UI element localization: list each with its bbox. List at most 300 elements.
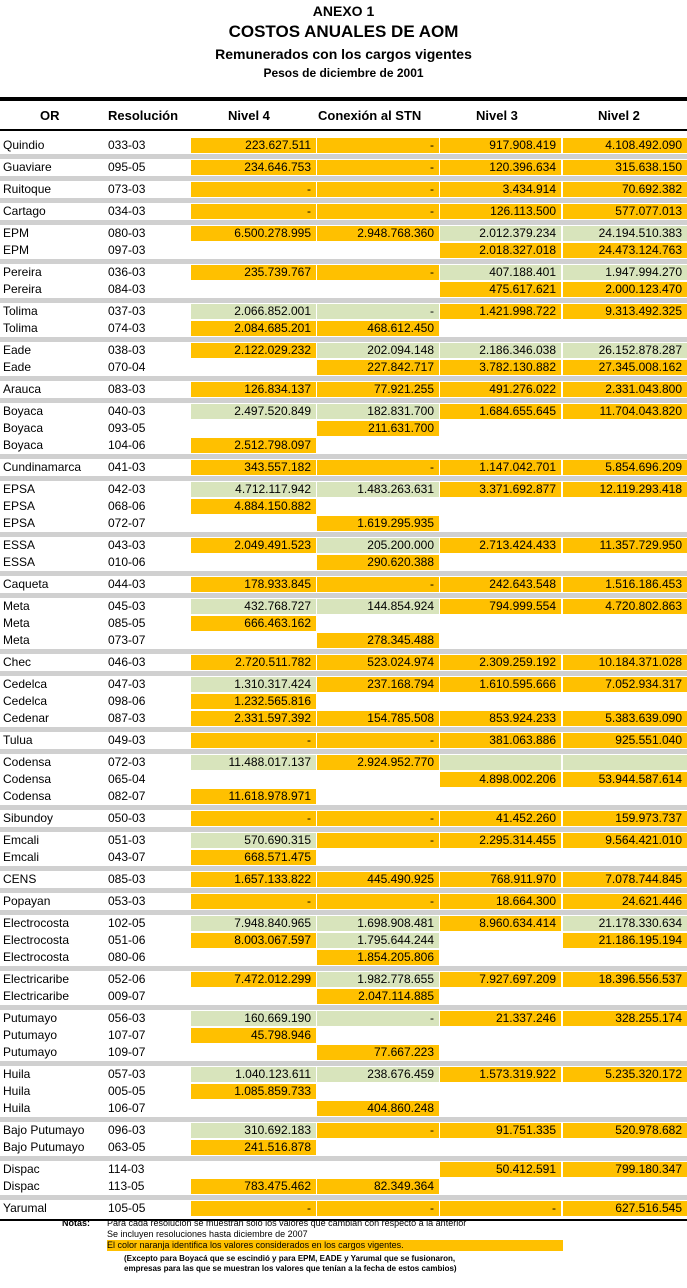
value-cell: 241.516.878 xyxy=(191,1140,316,1155)
value-cell: 2.295.314.455 xyxy=(440,833,561,848)
group-separator xyxy=(0,649,687,654)
notes-label: Notas: xyxy=(62,1218,91,1228)
value-cell: 343.557.182 xyxy=(191,460,316,475)
value-cell: 9.564.421.010 xyxy=(563,833,687,848)
or-name: Emcali xyxy=(3,833,40,847)
value-cell: 9.313.492.325 xyxy=(563,304,687,319)
resolution-number: 036-03 xyxy=(108,265,146,279)
value-cell: 381.063.886 xyxy=(440,733,561,748)
resolution-number: 056-03 xyxy=(108,1011,146,1025)
col-header-or: OR xyxy=(40,108,60,123)
resolution-number: 043-07 xyxy=(108,850,146,864)
value-cell: - xyxy=(317,811,439,826)
group-separator xyxy=(0,1117,687,1122)
resolution-number: 057-03 xyxy=(108,1067,146,1081)
value-cell: 3.371.692.877 xyxy=(440,482,561,497)
value-cell: 3.782.130.882 xyxy=(440,360,561,375)
value-cell: 227.842.717 xyxy=(317,360,439,375)
resolution-number: 037-03 xyxy=(108,304,146,318)
value-cell: 1.573.319.922 xyxy=(440,1067,561,1082)
group-separator xyxy=(0,476,687,481)
or-name: Dispac xyxy=(3,1162,40,1176)
value-cell: 11.357.729.950 xyxy=(563,538,687,553)
value-cell: 182.831.700 xyxy=(317,404,439,419)
or-name: Huila xyxy=(3,1101,31,1115)
value-cell: 853.924.233 xyxy=(440,711,561,726)
resolution-number: 109-07 xyxy=(108,1045,146,1059)
resolution-number: 104-06 xyxy=(108,438,146,452)
value-cell: 1.483.263.631 xyxy=(317,482,439,497)
or-name: Electricaribe xyxy=(3,972,70,986)
value-cell: - xyxy=(317,577,439,592)
value-cell: 2.084.685.201 xyxy=(191,321,316,336)
value-cell: - xyxy=(317,1011,439,1026)
value-cell: 445.490.925 xyxy=(317,872,439,887)
value-cell: 5.383.639.090 xyxy=(563,711,687,726)
value-cell: 160.669.190 xyxy=(191,1011,316,1026)
or-name: Eade xyxy=(3,343,32,357)
value-cell: 18.396.556.537 xyxy=(563,972,687,987)
value-cell: 310.692.183 xyxy=(191,1123,316,1138)
or-name: Sibundoy xyxy=(3,811,54,825)
value-cell: 1.147.042.701 xyxy=(440,460,561,475)
value-cell: 8.960.634.414 xyxy=(440,916,561,931)
value-cell: 794.999.554 xyxy=(440,599,561,614)
resolution-number: 085-05 xyxy=(108,616,146,630)
value-cell: 2.186.346.038 xyxy=(440,343,561,358)
value-cell: 7.078.744.845 xyxy=(563,872,687,887)
group-separator xyxy=(0,176,687,181)
resolution-number: 047-03 xyxy=(108,677,146,691)
value-cell: 1.310.317.424 xyxy=(191,677,316,692)
or-name: Cedelca xyxy=(3,677,48,691)
group-separator xyxy=(0,398,687,403)
or-name: Cedelca xyxy=(3,694,48,708)
resolution-number: 033-03 xyxy=(108,138,146,152)
value-cell: 1.684.655.645 xyxy=(440,404,561,419)
resolution-number: 098-06 xyxy=(108,694,146,708)
value-cell: 21.186.195.194 xyxy=(563,933,687,948)
value-cell: 4.898.002.206 xyxy=(440,772,561,787)
value-cell: 26.152.878.287 xyxy=(563,343,687,358)
value-cell: 45.798.946 xyxy=(191,1028,316,1043)
resolution-number: 073-07 xyxy=(108,633,146,647)
or-name: Caqueta xyxy=(3,577,49,591)
value-cell: 1.795.644.244 xyxy=(317,933,439,948)
or-name: Tolima xyxy=(3,304,38,318)
resolution-number: 074-03 xyxy=(108,321,146,335)
value-cell: 7.927.697.209 xyxy=(440,972,561,987)
value-cell: - xyxy=(317,304,439,319)
value-cell: 5.235.320.172 xyxy=(563,1067,687,1082)
resolution-number: 085-03 xyxy=(108,872,146,886)
value-cell: - xyxy=(317,460,439,475)
or-name: Putumayo xyxy=(3,1028,58,1042)
value-cell: 627.516.545 xyxy=(563,1201,687,1216)
or-name: Cedenar xyxy=(3,711,50,725)
resolution-number: 040-03 xyxy=(108,404,146,418)
value-cell: 2.497.520.849 xyxy=(191,404,316,419)
value-cell: 238.676.459 xyxy=(317,1067,439,1082)
or-name: Huila xyxy=(3,1067,31,1081)
resolution-number: 005-05 xyxy=(108,1084,146,1098)
page-title: COSTOS ANUALES DE AOM xyxy=(228,22,459,41)
col-header-nivel3: Nivel 3 xyxy=(476,108,518,123)
or-name: EPSA xyxy=(3,516,36,530)
value-cell: 4.108.492.090 xyxy=(563,138,687,153)
group-separator xyxy=(0,454,687,459)
value-cell: 523.024.974 xyxy=(317,655,439,670)
or-name: Popayan xyxy=(3,894,51,908)
value-cell: 70.692.382 xyxy=(563,182,687,197)
value-cell: 242.643.548 xyxy=(440,577,561,592)
value-cell: 1.854.205.806 xyxy=(317,950,439,965)
group-separator xyxy=(0,910,687,915)
value-cell: 77.667.223 xyxy=(317,1045,439,1060)
value-cell: 768.911.970 xyxy=(440,872,561,887)
value-cell: 41.452.260 xyxy=(440,811,561,826)
resolution-number: 087-03 xyxy=(108,711,146,725)
resolution-number: 041-03 xyxy=(108,460,146,474)
resolution-number: 106-07 xyxy=(108,1101,146,1115)
or-name: Electrocosta xyxy=(3,916,70,930)
resolution-number: 105-05 xyxy=(108,1201,146,1215)
value-cell xyxy=(440,755,561,770)
value-cell: 1.698.908.481 xyxy=(317,916,439,931)
or-name: Tulua xyxy=(3,733,33,747)
value-cell: 925.551.040 xyxy=(563,733,687,748)
resolution-number: 051-03 xyxy=(108,833,146,847)
value-cell: 235.739.767 xyxy=(191,265,316,280)
value-cell: 1.610.595.666 xyxy=(440,677,561,692)
value-cell: 2.713.424.433 xyxy=(440,538,561,553)
value-cell: 1.232.565.816 xyxy=(191,694,316,709)
resolution-number: 080-03 xyxy=(108,226,146,240)
value-cell: 520.978.682 xyxy=(563,1123,687,1138)
resolution-number: 096-03 xyxy=(108,1123,146,1137)
value-cell: 178.933.845 xyxy=(191,577,316,592)
col-header-resolucion: Resolución xyxy=(108,108,179,123)
or-name: Putumayo xyxy=(3,1011,58,1025)
value-cell: 2.512.798.097 xyxy=(191,438,316,453)
or-name: Eade xyxy=(3,360,32,374)
resolution-number: 093-05 xyxy=(108,421,146,435)
value-cell: 404.860.248 xyxy=(317,1101,439,1116)
group-separator xyxy=(0,1061,687,1066)
value-cell: - xyxy=(191,733,316,748)
group-separator xyxy=(0,805,687,810)
value-cell: 1.040.123.611 xyxy=(191,1067,316,1082)
value-cell: 82.349.364 xyxy=(317,1179,439,1194)
value-cell: 799.180.347 xyxy=(563,1162,687,1177)
value-cell: 2.047.114.885 xyxy=(317,989,439,1004)
or-name: CENS xyxy=(3,872,37,886)
resolution-number: 068-06 xyxy=(108,499,146,513)
resolution-number: 042-03 xyxy=(108,482,146,496)
group-separator xyxy=(0,866,687,871)
value-cell: 783.475.462 xyxy=(191,1179,316,1194)
resolution-number: 113-05 xyxy=(108,1179,145,1193)
resolution-number: 097-03 xyxy=(108,243,146,257)
value-cell: - xyxy=(317,894,439,909)
group-separator xyxy=(0,198,687,203)
note-line: Para cada resolución se muestran sólo los valores que cambian con respecto a la anterior xyxy=(107,1218,467,1228)
or-name: Boyaca xyxy=(3,421,44,435)
or-name: Bajo Putumayo xyxy=(3,1123,85,1137)
resolution-number: 084-03 xyxy=(108,282,146,296)
value-cell: 4.720.802.863 xyxy=(563,599,687,614)
note-small-line: empresas para las que se muestran los valores que tenían a la fecha de estos cambios) xyxy=(124,1264,457,1273)
page-subtitle: Remunerados con los cargos vigentes xyxy=(215,46,472,62)
value-cell: - xyxy=(191,204,316,219)
value-cell: 1.421.998.722 xyxy=(440,304,561,319)
resolution-number: 010-06 xyxy=(108,555,146,569)
value-cell xyxy=(563,755,687,770)
or-name: Pereira xyxy=(3,265,42,279)
value-cell: 2.066.852.001 xyxy=(191,304,316,319)
value-cell: - xyxy=(191,811,316,826)
value-cell: 91.751.335 xyxy=(440,1123,561,1138)
value-cell: 491.276.022 xyxy=(440,382,561,397)
resolution-number: 051-06 xyxy=(108,933,146,947)
or-name: Huila xyxy=(3,1084,31,1098)
value-cell: 917.908.419 xyxy=(440,138,561,153)
group-separator xyxy=(0,593,687,598)
value-cell: - xyxy=(317,833,439,848)
value-cell: 4.712.117.942 xyxy=(191,482,316,497)
value-cell: 7.052.934.317 xyxy=(563,677,687,692)
value-cell: 126.834.137 xyxy=(191,382,316,397)
value-cell: 211.631.700 xyxy=(317,421,439,436)
value-cell: 407.188.401 xyxy=(440,265,561,280)
value-cell: 12.119.293.418 xyxy=(563,482,687,497)
value-cell: - xyxy=(191,182,316,197)
annex-label: ANEXO 1 xyxy=(312,3,375,19)
value-cell: 144.854.924 xyxy=(317,599,439,614)
or-name: Quindio xyxy=(3,138,45,152)
value-cell: 237.168.794 xyxy=(317,677,439,692)
value-cell: - xyxy=(317,1123,439,1138)
value-cell: 3.434.914 xyxy=(440,182,561,197)
value-cell: - xyxy=(317,733,439,748)
value-cell: 24.194.510.383 xyxy=(563,226,687,241)
value-cell: 2.924.952.770 xyxy=(317,755,439,770)
resolution-number: 072-07 xyxy=(108,516,146,530)
value-cell: 4.884.150.882 xyxy=(191,499,316,514)
value-cell: 2.331.043.800 xyxy=(563,382,687,397)
or-name: Electrocosta xyxy=(3,950,70,964)
resolution-number: 009-07 xyxy=(108,989,146,1003)
group-separator xyxy=(0,1005,687,1010)
or-name: Codensa xyxy=(3,755,52,769)
value-cell: 120.396.634 xyxy=(440,160,561,175)
value-cell: - xyxy=(440,1201,561,1216)
value-cell: - xyxy=(317,265,439,280)
group-separator xyxy=(0,827,687,832)
value-cell: 234.646.753 xyxy=(191,160,316,175)
resolution-number: 083-03 xyxy=(108,382,146,396)
value-cell: 570.690.315 xyxy=(191,833,316,848)
value-cell: 202.094.148 xyxy=(317,343,439,358)
or-name: Meta xyxy=(3,599,30,613)
value-cell: 2.018.327.018 xyxy=(440,243,561,258)
or-name: Yarumal xyxy=(3,1201,47,1215)
value-cell: 11.488.017.137 xyxy=(191,755,316,770)
resolution-number: 065-04 xyxy=(108,772,146,786)
value-cell: 666.463.162 xyxy=(191,616,316,631)
value-cell: 2.948.768.360 xyxy=(317,226,439,241)
or-name: Bajo Putumayo xyxy=(3,1140,85,1154)
value-cell: 50.412.591 xyxy=(440,1162,561,1177)
value-cell: 668.571.475 xyxy=(191,850,316,865)
or-name: EPSA xyxy=(3,499,36,513)
group-separator xyxy=(0,1156,687,1161)
value-cell: 6.500.278.995 xyxy=(191,226,316,241)
or-name: Boyaca xyxy=(3,404,44,418)
group-separator xyxy=(0,532,687,537)
value-cell: 8.003.067.597 xyxy=(191,933,316,948)
note-line: Se incluyen resoluciones hasta diciembre de 2007 xyxy=(107,1229,308,1239)
resolution-number: 072-03 xyxy=(108,755,146,769)
resolution-number: 038-03 xyxy=(108,343,146,357)
or-name: Dispac xyxy=(3,1179,40,1193)
resolution-number: 107-07 xyxy=(108,1028,146,1042)
or-name: ESSA xyxy=(3,555,36,569)
or-name: Codensa xyxy=(3,772,52,786)
value-cell: 2.049.491.523 xyxy=(191,538,316,553)
value-cell: 1.085.859.733 xyxy=(191,1084,316,1099)
or-name: EPSA xyxy=(3,482,36,496)
group-separator xyxy=(0,1195,687,1200)
group-separator xyxy=(0,888,687,893)
or-name: Pereira xyxy=(3,282,42,296)
or-name: Cartago xyxy=(3,204,46,218)
group-separator xyxy=(0,259,687,264)
value-cell: 475.617.621 xyxy=(440,282,561,297)
col-header-nivel2: Nivel 2 xyxy=(598,108,640,123)
value-cell: 11.618.978.971 xyxy=(191,789,316,804)
group-separator xyxy=(0,154,687,159)
value-cell: 223.627.511 xyxy=(191,138,316,153)
resolution-number: 082-07 xyxy=(108,789,146,803)
value-cell: 24.621.446 xyxy=(563,894,687,909)
value-cell: - xyxy=(317,182,439,197)
value-cell: 11.704.043.820 xyxy=(563,404,687,419)
value-cell: 432.768.727 xyxy=(191,599,316,614)
resolution-number: 046-03 xyxy=(108,655,146,669)
value-cell: 468.612.450 xyxy=(317,321,439,336)
resolution-number: 044-03 xyxy=(108,577,146,591)
value-cell: 205.200.000 xyxy=(317,538,439,553)
or-name: Cundinamarca xyxy=(3,460,82,474)
resolution-number: 052-06 xyxy=(108,972,146,986)
or-name: EPM xyxy=(3,226,30,240)
or-name: Guaviare xyxy=(3,160,52,174)
value-cell: 1.657.133.822 xyxy=(191,872,316,887)
resolution-number: 080-06 xyxy=(108,950,146,964)
or-name: Emcali xyxy=(3,850,40,864)
resolution-number: 053-03 xyxy=(108,894,146,908)
value-cell: 21.178.330.634 xyxy=(563,916,687,931)
value-cell: 77.921.255 xyxy=(317,382,439,397)
value-cell: - xyxy=(317,160,439,175)
or-name: Arauca xyxy=(3,382,42,396)
group-separator xyxy=(0,749,687,754)
or-name: Meta xyxy=(3,616,30,630)
value-cell: 10.184.371.028 xyxy=(563,655,687,670)
value-cell: 53.944.587.614 xyxy=(563,772,687,787)
or-name: EPM xyxy=(3,243,30,257)
col-header-conexion-stn: Conexión al STN xyxy=(318,108,422,123)
resolution-number: 049-03 xyxy=(108,733,146,747)
value-cell: 290.620.388 xyxy=(317,555,439,570)
or-name: Electricaribe xyxy=(3,989,70,1003)
value-cell: 2.012.379.234 xyxy=(440,226,561,241)
resolution-number: 045-03 xyxy=(108,599,146,613)
group-separator xyxy=(0,220,687,225)
group-separator xyxy=(0,966,687,971)
value-cell: 328.255.174 xyxy=(563,1011,687,1026)
resolution-number: 102-05 xyxy=(108,916,146,930)
value-cell: 126.113.500 xyxy=(440,204,561,219)
or-name: Chec xyxy=(3,655,32,669)
group-separator xyxy=(0,376,687,381)
value-cell: 21.337.246 xyxy=(440,1011,561,1026)
value-cell: 315.638.150 xyxy=(563,160,687,175)
or-name: ESSA xyxy=(3,538,36,552)
or-name: Meta xyxy=(3,633,30,647)
or-name: Putumayo xyxy=(3,1045,58,1059)
value-cell: 278.345.488 xyxy=(317,633,439,648)
value-cell: 1.982.778.655 xyxy=(317,972,439,987)
resolution-number: 073-03 xyxy=(108,182,146,196)
value-cell: 7.948.840.965 xyxy=(191,916,316,931)
value-cell: 7.472.012.299 xyxy=(191,972,316,987)
or-name: Electrocosta xyxy=(3,933,70,947)
resolution-number: 095-05 xyxy=(108,160,146,174)
resolution-number: 114-03 xyxy=(108,1162,145,1176)
value-cell: 159.973.737 xyxy=(563,811,687,826)
value-cell: - xyxy=(317,204,439,219)
note-line-highlight: El color naranja identifica los valores considerados en los cargos vigentes. xyxy=(107,1240,563,1251)
or-name: Tolima xyxy=(3,321,38,335)
value-cell: 24.473.124.763 xyxy=(563,243,687,258)
value-cell: 27.345.008.162 xyxy=(563,360,687,375)
value-cell: 2.122.029.232 xyxy=(191,343,316,358)
value-cell: 1.516.186.453 xyxy=(563,577,687,592)
value-cell: - xyxy=(191,1201,316,1216)
value-cell: 577.077.013 xyxy=(563,204,687,219)
resolution-number: 063-05 xyxy=(108,1140,146,1154)
note-small-line: (Excepto para Boyacá que se escindió y para EPM, EADE y Yarumal que se fusionaron, xyxy=(124,1254,456,1263)
value-cell: - xyxy=(317,1201,439,1216)
value-cell: - xyxy=(317,138,439,153)
value-cell: - xyxy=(191,894,316,909)
group-separator xyxy=(0,571,687,576)
value-cell: 2.000.123.470 xyxy=(563,282,687,297)
or-name: Ruitoque xyxy=(3,182,52,196)
resolution-number: 050-03 xyxy=(108,811,146,825)
or-name: Boyaca xyxy=(3,438,44,452)
resolution-number: 034-03 xyxy=(108,204,146,218)
value-cell: 2.309.259.192 xyxy=(440,655,561,670)
value-cell: 2.331.597.392 xyxy=(191,711,316,726)
group-separator xyxy=(0,298,687,303)
group-separator xyxy=(0,671,687,676)
resolution-number: 043-03 xyxy=(108,538,146,552)
group-separator xyxy=(0,727,687,732)
value-cell: 5.854.696.209 xyxy=(563,460,687,475)
